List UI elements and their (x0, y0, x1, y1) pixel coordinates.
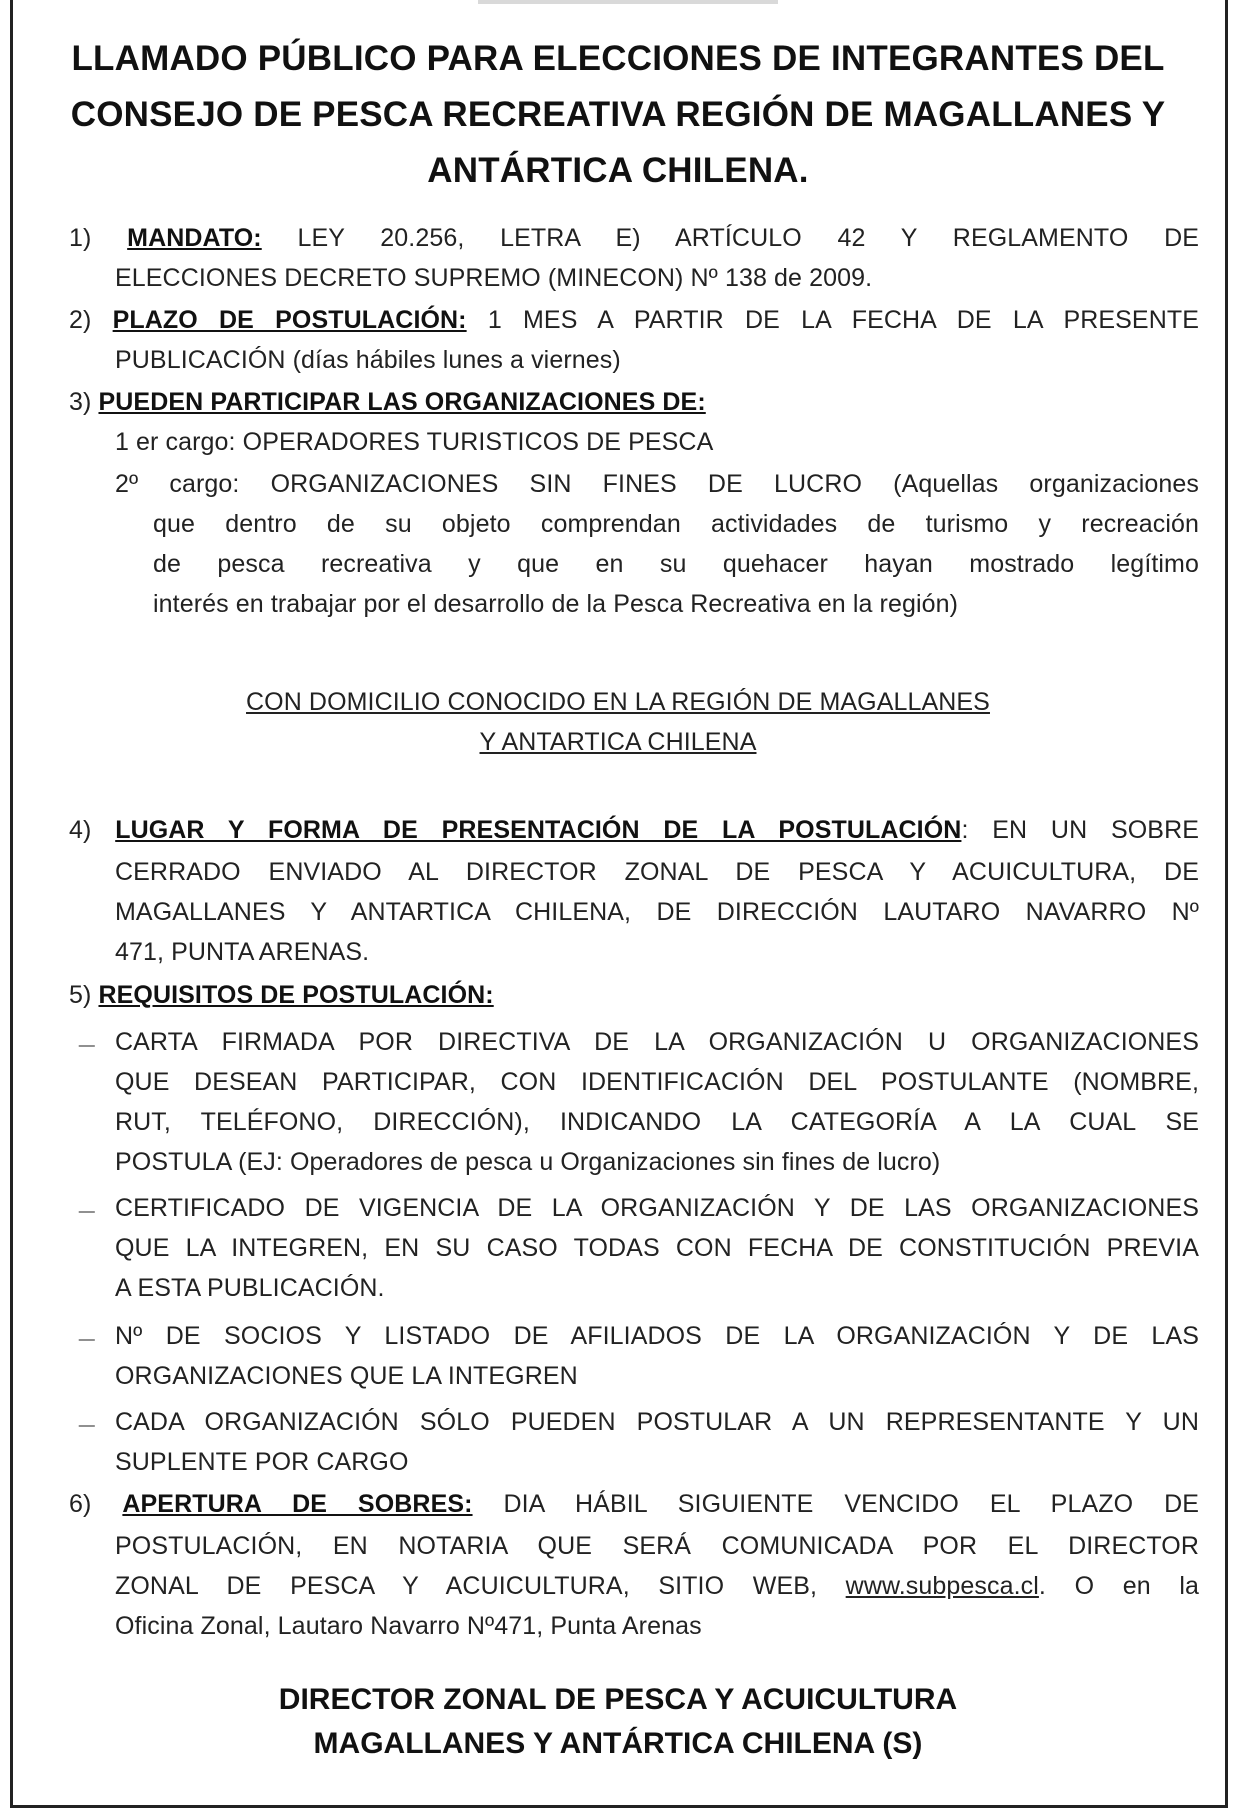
requirement-1-bullet: _ (79, 1018, 95, 1049)
item-6-line-3 (115, 1566, 1199, 1606)
cargo-2-line-4: interés en trabajar por el desarrollo de la Pesca Recreativa en la región) (153, 590, 959, 618)
item-1-text-1: LEY 20.256, LETRA E) ARTÍCULO 42 Y REGLAMENTO DE (297, 224, 1200, 252)
item-5-line-1 (69, 975, 494, 1015)
item-6-heading: APERTURA DE SOBRES: (122, 1490, 473, 1518)
item-4-text-1: : EN UN SOBRE (961, 816, 1200, 844)
item-6-line-2: POSTULACIÓN, EN NOTARIA QUE SERÁ COMUNICADA POR EL DIRECTOR (115, 1532, 1199, 1560)
requirement-2-line-3: A ESTA PUBLICACIÓN. (115, 1274, 385, 1302)
requirement-4-line-1: CADA ORGANIZACIÓN SÓLO PUEDEN POSTULAR A UN REPRESENTANTE Y UN (115, 1408, 1199, 1436)
item-4-line-1 (69, 810, 1199, 850)
item-1-heading: MANDATO: (127, 224, 262, 252)
requirement-2-bullet: _ (79, 1184, 95, 1215)
requirement-4-line-2: SUPLENTE POR CARGO (115, 1448, 409, 1476)
item-6-line-1 (69, 1484, 1199, 1524)
requirement-1-line-4: POSTULA (EJ: Operadores de pesca u Organizaciones sin fines de lucro) (115, 1148, 941, 1176)
requirement-3-bullet: _ (79, 1312, 95, 1343)
item-4-line-3: MAGALLANES Y ANTARTICA CHILENA, DE DIRECCIÓN LAUTARO NAVARRO Nº (115, 898, 1199, 926)
subpesca-website-link[interactable]: www.subpesca.cl (845, 1572, 1039, 1600)
notice-title-line-2: CONSEJO DE PESCA RECREATIVA REGIÓN DE MAGALLANES Y (70, 95, 1166, 134)
signature-line-1: DIRECTOR ZONAL DE PESCA Y ACUICULTURA (278, 1683, 958, 1716)
item-2-number: 2) (69, 306, 92, 334)
item-4-line-2: CERRADO ENVIADO AL DIRECTOR ZONAL DE PESCA Y ACUICULTURA, DE (115, 858, 1199, 886)
notice-page (10, 0, 1228, 1808)
item-6-line-4: Oficina Zonal, Lautaro Navarro Nº471, Punta Arenas (115, 1612, 702, 1640)
cargo-2-line-3: de pesca recreativa y que en su quehacer hayan mostrado legítimo (153, 550, 1199, 578)
requirement-2-line-1: CERTIFICADO DE VIGENCIA DE LA ORGANIZACIÓN Y DE LAS ORGANIZACIONES (115, 1194, 1199, 1222)
item-1-line-1 (69, 218, 1199, 258)
item-3-number: 3) (69, 388, 92, 416)
item-6-text-1: DIA HÁBIL SIGUIENTE VENCIDO EL PLAZO DE (503, 1490, 1200, 1518)
item-1-number: 1) (69, 224, 92, 252)
item-5-heading: REQUISITOS DE POSTULACIÓN: (98, 981, 494, 1009)
cargo-2-line-1: 2º cargo: ORGANIZACIONES SIN FINES DE LUCRO (Aquellas organizaciones (115, 470, 1199, 498)
item-2-text-1: 1 MES A PARTIR DE LA FECHA DE LA PRESENTE (487, 306, 1200, 334)
item-2-line-1 (69, 300, 1199, 340)
cargo-1-line: 1 er cargo: OPERADORES TURISTICOS DE PESCA (115, 428, 714, 456)
domicile-line-2: Y ANTARTICA CHILENA (479, 728, 757, 756)
requirement-4-bullet: _ (79, 1398, 95, 1429)
item-1-line-2: ELECCIONES DECRETO SUPREMO (MINECON) Nº 138 de 2009. (115, 264, 873, 292)
requirement-3-line-2: ORGANIZACIONES QUE LA INTEGREN (115, 1362, 578, 1390)
requirement-1-line-3: RUT, TELÉFONO, DIRECCIÓN), INDICANDO LA CATEGORÍA A LA CUAL SE (115, 1108, 1199, 1136)
item-4-line-4: 471, PUNTA ARENAS. (115, 938, 370, 966)
top-edge-mark (478, 0, 778, 4)
item-3-line-1 (69, 382, 706, 422)
requirement-2-line-2: QUE LA INTEGREN, EN SU CASO TODAS CON FECHA DE CONSTITUCIÓN PREVIA (115, 1234, 1199, 1262)
item-2-heading: PLAZO DE POSTULACIÓN: (112, 306, 467, 334)
item-4-heading: LUGAR Y FORMA DE PRESENTACIÓN DE LA POSTULACIÓN (115, 816, 962, 844)
item-3-heading: PUEDEN PARTICIPAR LAS ORGANIZACIONES DE: (98, 388, 706, 416)
requirement-1-line-2: QUE DESEAN PARTICIPAR, CON IDENTIFICACIÓN DEL POSTULANTE (NOMBRE, (115, 1068, 1199, 1096)
notice-title-line-1: LLAMADO PÚBLICO PARA ELECCIONES DE INTEGRANTES DEL (71, 39, 1165, 78)
item-5-number: 5) (69, 981, 92, 1009)
item-4-number: 4) (69, 816, 92, 844)
signature-line-2: MAGALLANES Y ANTÁRTICA CHILENA (S) (313, 1727, 923, 1760)
cargo-2-line-2: que dentro de su objeto comprendan actividades de turismo y recreación (153, 510, 1199, 538)
domicile-line-1: CON DOMICILIO CONOCIDO EN LA REGIÓN DE MAGALLANES (246, 688, 990, 716)
requirement-1-line-1: CARTA FIRMADA POR DIRECTIVA DE LA ORGANIZACIÓN U ORGANIZACIONES (115, 1028, 1199, 1056)
item-6-text-3a: ZONAL DE PESCA Y ACUICULTURA, SITIO WEB, (115, 1572, 818, 1600)
item-6-text-3b: . O en la (1038, 1572, 1200, 1600)
item-6-number: 6) (69, 1490, 92, 1518)
requirement-3-line-1: Nº DE SOCIOS Y LISTADO DE AFILIADOS DE LA ORGANIZACIÓN Y DE LAS (115, 1322, 1199, 1350)
notice-title-line-3: ANTÁRTICA CHILENA. (427, 151, 809, 190)
item-2-line-2: PUBLICACIÓN (días hábiles lunes a viernes) (115, 346, 621, 374)
